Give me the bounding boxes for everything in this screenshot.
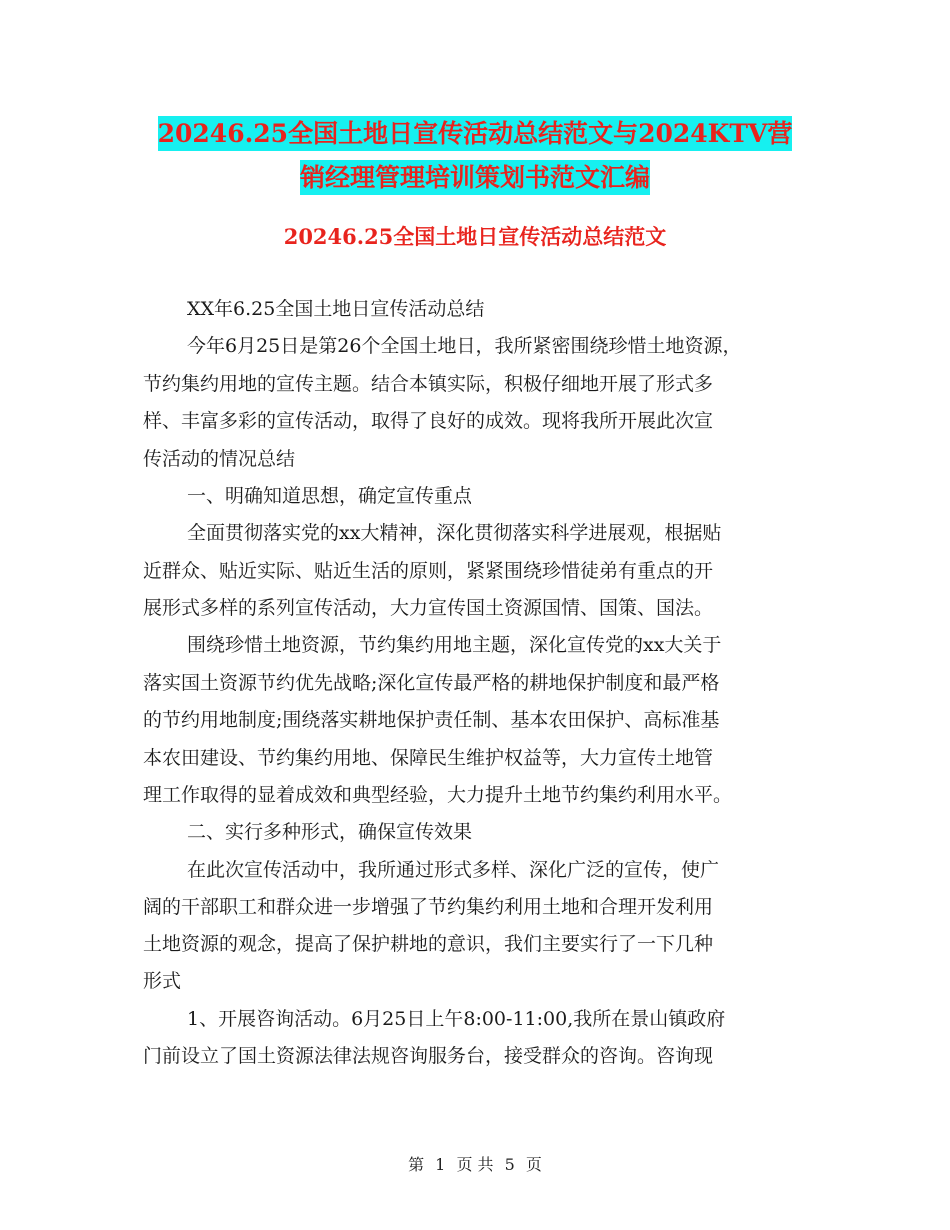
body-line: 1、开展咨询活动。6月25日上午8:00-11:00,我所在景山镇政府 <box>187 1008 726 1030</box>
body-line: 一、明确知道思想，确定宣传重点 <box>187 485 473 507</box>
body-line: 围绕珍惜土地资源，节约集约用地主题，深化宣传党的xx大关于 <box>187 634 722 656</box>
body-line: XX年6.25全国土地日宣传活动总结 <box>187 298 485 320</box>
body-line: 样、丰富多彩的宣传活动，取得了良好的成效。现将我所开展此次宣 <box>143 410 714 432</box>
body-line: 阔的干部职工和群众进一步增强了节约集约利用土地和合理开发利用 <box>143 896 714 918</box>
body-line: 本农田建设、节约集约用地、保障民生维护权益等，大力宣传土地管 <box>143 747 714 769</box>
body-line: 门前设立了国土资源法律法规咨询服务台，接受群众的咨询。咨询现 <box>143 1045 714 1067</box>
body-line: 节约集约用地的宣传主题。结合本镇实际，积极仔细地开展了形式多 <box>143 373 714 395</box>
page-footer <box>0 1153 950 1177</box>
body-line: 二、实行多种形式，确保宣传效果 <box>187 821 473 843</box>
body-line: 土地资源的观念，提高了保护耕地的意识，我们主要实行了一下几种 <box>143 933 714 955</box>
body-line: 落实国土资源节约优先战略;深化宣传最严格的耕地保护制度和最严格 <box>143 672 720 694</box>
footer-page-number: 1 <box>435 1155 446 1174</box>
body-line: 的节约用地制度;围绕落实耕地保护责任制、基本农田保护、高标准基 <box>143 709 720 731</box>
body-line: 今年6月25日是第26个全国土地日，我所紧密围绕珍惜土地资源， <box>187 335 742 357</box>
footer-page-suffix: 页 <box>525 1155 542 1174</box>
body-line: 近群众、贴近实际、贴近生活的原则，紧紧围绕珍惜徒弟有重点的开 <box>143 560 714 582</box>
body-line: 理工作取得的显着成效和典型经验，大力提升土地节约集约利用水平。 <box>143 784 733 806</box>
title-line-1: 20246.25全国土地日宣传活动总结范文与2024KTV营 <box>158 116 793 151</box>
footer-page-mid: 页 共 <box>456 1155 494 1174</box>
section-title: 20246.25全国土地日宣传活动总结范文 <box>283 224 667 249</box>
footer-page-prefix: 第 <box>408 1155 425 1174</box>
body-line: 在此次宣传活动中，我所通过形式多样、深化广泛的宣传，使广 <box>187 859 720 881</box>
title-line-2: 销经理管理培训策划书范文汇编 <box>300 160 650 195</box>
footer-page-total: 5 <box>504 1155 515 1174</box>
body-line: 全面贯彻落实党的xx大精神，深化贯彻落实科学进展观，根据贴 <box>187 522 722 544</box>
body-line: 形式 <box>143 970 182 992</box>
body-line: 展形式多样的系列宣传活动，大力宣传国土资源国情、国策、国法。 <box>143 597 714 619</box>
document-title <box>100 112 850 200</box>
body-line: 传活动的情况总结 <box>143 448 296 470</box>
